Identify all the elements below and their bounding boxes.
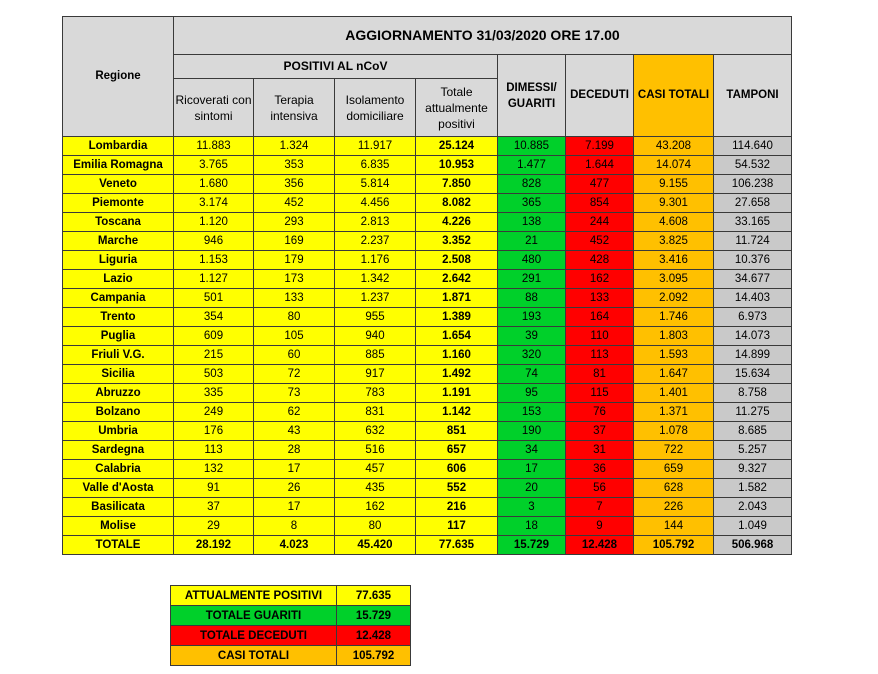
dimessi-cell: 20 (498, 479, 566, 498)
dimessi-cell: 480 (498, 251, 566, 270)
tamponi-cell: 6.973 (714, 308, 792, 327)
totale-positivi-cell: 25.124 (416, 137, 498, 156)
totale-positivi-cell: 7.850 (416, 175, 498, 194)
deceduti-cell: 113 (566, 346, 634, 365)
isolamento-cell: 162 (335, 498, 416, 517)
deceduti-cell: 31 (566, 441, 634, 460)
deceduti-cell: 133 (566, 289, 634, 308)
totale-tamponi: 506.968 (714, 536, 792, 555)
totale-positivi-cell: 1.389 (416, 308, 498, 327)
totale-ricoverati: 28.192 (174, 536, 254, 555)
deceduti-cell: 1.644 (566, 156, 634, 175)
summary-row (171, 626, 411, 646)
casi-totali-cell: 226 (634, 498, 714, 517)
isolamento-cell: 917 (335, 365, 416, 384)
ricoverati-cell: 91 (174, 479, 254, 498)
deceduti-cell: 854 (566, 194, 634, 213)
tamponi-cell: 8.685 (714, 422, 792, 441)
deceduti-cell: 9 (566, 517, 634, 536)
terapia-cell: 1.324 (254, 137, 335, 156)
region-name: Lombardia (63, 137, 174, 156)
tamponi-cell: 14.899 (714, 346, 792, 365)
table-row (63, 213, 792, 232)
summary-value: 105.792 (337, 646, 411, 666)
ricoverati-cell: 11.883 (174, 137, 254, 156)
casi-totali-cell: 9.301 (634, 194, 714, 213)
ricoverati-cell: 3.174 (174, 194, 254, 213)
isolamento-cell: 457 (335, 460, 416, 479)
totale-terapia: 4.023 (254, 536, 335, 555)
isolamento-cell: 516 (335, 441, 416, 460)
table-row (63, 232, 792, 251)
summary-value: 15.729 (337, 606, 411, 626)
deceduti-cell: 7 (566, 498, 634, 517)
casi-totali-cell: 1.593 (634, 346, 714, 365)
isolamento-cell: 955 (335, 308, 416, 327)
ricoverati-cell: 37 (174, 498, 254, 517)
tamponi-cell: 2.043 (714, 498, 792, 517)
region-name: Lazio (63, 270, 174, 289)
region-name: Sicilia (63, 365, 174, 384)
casi-totali-cell: 659 (634, 460, 714, 479)
table-row (63, 422, 792, 441)
isolamento-cell: 5.814 (335, 175, 416, 194)
terapia-cell: 17 (254, 498, 335, 517)
ricoverati-cell: 946 (174, 232, 254, 251)
header-totale-positivi: Totale attualmente positivi (416, 79, 498, 137)
casi-totali-cell: 3.825 (634, 232, 714, 251)
ricoverati-cell: 176 (174, 422, 254, 441)
summary-table (170, 585, 411, 666)
tamponi-cell: 10.376 (714, 251, 792, 270)
region-name: Abruzzo (63, 384, 174, 403)
deceduti-cell: 56 (566, 479, 634, 498)
totale-row (63, 536, 792, 555)
casi-totali-cell: 3.095 (634, 270, 714, 289)
region-name: Molise (63, 517, 174, 536)
header-terapia: Terapia intensiva (254, 79, 335, 137)
totale-positivi-cell: 4.226 (416, 213, 498, 232)
region-name: Calabria (63, 460, 174, 479)
header-tamponi: TAMPONI (714, 55, 792, 137)
casi-totali-cell: 1.078 (634, 422, 714, 441)
ricoverati-cell: 215 (174, 346, 254, 365)
summary-value: 77.635 (337, 586, 411, 606)
casi-totali-cell: 43.208 (634, 137, 714, 156)
ricoverati-cell: 3.765 (174, 156, 254, 175)
totale-positivi-cell: 851 (416, 422, 498, 441)
casi-totali-cell: 3.416 (634, 251, 714, 270)
dimessi-cell: 10.885 (498, 137, 566, 156)
totale-positivi-cell: 552 (416, 479, 498, 498)
dimessi-cell: 365 (498, 194, 566, 213)
totale-positivi-cell: 1.654 (416, 327, 498, 346)
header-ricoverati: Ricoverati con sintomi (174, 79, 254, 137)
ricoverati-cell: 609 (174, 327, 254, 346)
deceduti-cell: 36 (566, 460, 634, 479)
deceduti-cell: 110 (566, 327, 634, 346)
table-row (63, 270, 792, 289)
header-regione: Regione (63, 17, 174, 137)
totale-positivi-cell: 10.953 (416, 156, 498, 175)
terapia-cell: 73 (254, 384, 335, 403)
terapia-cell: 80 (254, 308, 335, 327)
ricoverati-cell: 354 (174, 308, 254, 327)
ricoverati-cell: 1.120 (174, 213, 254, 232)
isolamento-cell: 2.813 (335, 213, 416, 232)
totale-positivi-cell: 657 (416, 441, 498, 460)
totale-positivi-cell: 2.642 (416, 270, 498, 289)
dimessi-cell: 153 (498, 403, 566, 422)
table-row (63, 156, 792, 175)
totale-positivi-cell: 1.871 (416, 289, 498, 308)
terapia-cell: 26 (254, 479, 335, 498)
totale-positivi: 77.635 (416, 536, 498, 555)
header-casi-totali: CASI TOTALI (634, 55, 714, 137)
tamponi-cell: 8.758 (714, 384, 792, 403)
isolamento-cell: 1.176 (335, 251, 416, 270)
tamponi-cell: 54.532 (714, 156, 792, 175)
tamponi-cell: 11.724 (714, 232, 792, 251)
isolamento-cell: 6.835 (335, 156, 416, 175)
terapia-cell: 173 (254, 270, 335, 289)
ricoverati-cell: 1.127 (174, 270, 254, 289)
tamponi-cell: 11.275 (714, 403, 792, 422)
terapia-cell: 353 (254, 156, 335, 175)
region-name: Puglia (63, 327, 174, 346)
deceduti-cell: 76 (566, 403, 634, 422)
summary-label: TOTALE GUARITI (171, 606, 337, 626)
ricoverati-cell: 503 (174, 365, 254, 384)
header-isolamento: Isolamento domiciliare (335, 79, 416, 137)
region-name: Liguria (63, 251, 174, 270)
deceduti-cell: 428 (566, 251, 634, 270)
casi-totali-cell: 1.371 (634, 403, 714, 422)
totale-positivi-cell: 216 (416, 498, 498, 517)
terapia-cell: 60 (254, 346, 335, 365)
deceduti-cell: 452 (566, 232, 634, 251)
region-name: Umbria (63, 422, 174, 441)
region-name: Bolzano (63, 403, 174, 422)
totale-isolamento: 45.420 (335, 536, 416, 555)
dimessi-cell: 21 (498, 232, 566, 251)
summary-row (171, 606, 411, 626)
tamponi-cell: 1.049 (714, 517, 792, 536)
casi-totali-cell: 722 (634, 441, 714, 460)
totale-positivi-cell: 1.160 (416, 346, 498, 365)
dimessi-cell: 828 (498, 175, 566, 194)
region-name: Marche (63, 232, 174, 251)
tamponi-cell: 33.165 (714, 213, 792, 232)
casi-totali-cell: 144 (634, 517, 714, 536)
isolamento-cell: 80 (335, 517, 416, 536)
header-deceduti: DECEDUTI (566, 55, 634, 137)
table-row (63, 365, 792, 384)
terapia-cell: 179 (254, 251, 335, 270)
dimessi-cell: 34 (498, 441, 566, 460)
region-name: Emilia Romagna (63, 156, 174, 175)
ricoverati-cell: 501 (174, 289, 254, 308)
table-row (63, 308, 792, 327)
isolamento-cell: 435 (335, 479, 416, 498)
tamponi-cell: 9.327 (714, 460, 792, 479)
dimessi-cell: 95 (498, 384, 566, 403)
ricoverati-cell: 1.680 (174, 175, 254, 194)
ricoverati-cell: 335 (174, 384, 254, 403)
deceduti-cell: 164 (566, 308, 634, 327)
casi-totali-cell: 1.746 (634, 308, 714, 327)
totale-positivi-cell: 2.508 (416, 251, 498, 270)
header-aggiornamento: AGGIORNAMENTO 31/03/2020 ORE 17.00 (174, 17, 792, 55)
terapia-cell: 105 (254, 327, 335, 346)
region-name: Veneto (63, 175, 174, 194)
summary-label: ATTUALMENTE POSITIVI (171, 586, 337, 606)
isolamento-cell: 1.342 (335, 270, 416, 289)
dimessi-cell: 3 (498, 498, 566, 517)
tamponi-cell: 5.257 (714, 441, 792, 460)
ricoverati-cell: 29 (174, 517, 254, 536)
summary-value: 12.428 (337, 626, 411, 646)
summary-row (171, 646, 411, 666)
tamponi-cell: 106.238 (714, 175, 792, 194)
totale-positivi-cell: 1.142 (416, 403, 498, 422)
dimessi-cell: 17 (498, 460, 566, 479)
region-name: Campania (63, 289, 174, 308)
deceduti-cell: 37 (566, 422, 634, 441)
casi-totali-cell: 4.608 (634, 213, 714, 232)
totale-positivi-cell: 8.082 (416, 194, 498, 213)
deceduti-cell: 244 (566, 213, 634, 232)
deceduti-cell: 81 (566, 365, 634, 384)
totale-label: TOTALE (63, 536, 174, 555)
tamponi-cell: 15.634 (714, 365, 792, 384)
terapia-cell: 17 (254, 460, 335, 479)
region-name: Toscana (63, 213, 174, 232)
table-row (63, 479, 792, 498)
table-row (63, 403, 792, 422)
isolamento-cell: 831 (335, 403, 416, 422)
casi-totali-cell: 9.155 (634, 175, 714, 194)
terapia-cell: 133 (254, 289, 335, 308)
table-row (63, 327, 792, 346)
tamponi-cell: 34.677 (714, 270, 792, 289)
ricoverati-cell: 249 (174, 403, 254, 422)
terapia-cell: 28 (254, 441, 335, 460)
totale-positivi-cell: 1.191 (416, 384, 498, 403)
table-row (63, 137, 792, 156)
table-row (63, 175, 792, 194)
totale-positivi-cell: 3.352 (416, 232, 498, 251)
ricoverati-cell: 113 (174, 441, 254, 460)
header-positivi: POSITIVI AL nCoV (174, 55, 498, 79)
casi-totali-cell: 1.803 (634, 327, 714, 346)
totale-deceduti: 12.428 (566, 536, 634, 555)
totale-dimessi: 15.729 (498, 536, 566, 555)
region-name: Sardegna (63, 441, 174, 460)
dimessi-cell: 39 (498, 327, 566, 346)
region-name: Friuli V.G. (63, 346, 174, 365)
covid-regions-table (62, 16, 792, 555)
dimessi-cell: 1.477 (498, 156, 566, 175)
isolamento-cell: 632 (335, 422, 416, 441)
totale-positivi-cell: 117 (416, 517, 498, 536)
terapia-cell: 293 (254, 213, 335, 232)
ricoverati-cell: 1.153 (174, 251, 254, 270)
totale-casi: 105.792 (634, 536, 714, 555)
terapia-cell: 8 (254, 517, 335, 536)
isolamento-cell: 885 (335, 346, 416, 365)
table-row (63, 289, 792, 308)
table-row (63, 384, 792, 403)
casi-totali-cell: 628 (634, 479, 714, 498)
totale-positivi-cell: 1.492 (416, 365, 498, 384)
isolamento-cell: 1.237 (335, 289, 416, 308)
terapia-cell: 62 (254, 403, 335, 422)
ricoverati-cell: 132 (174, 460, 254, 479)
tamponi-cell: 114.640 (714, 137, 792, 156)
dimessi-cell: 18 (498, 517, 566, 536)
totale-positivi-cell: 606 (416, 460, 498, 479)
summary-label: TOTALE DECEDUTI (171, 626, 337, 646)
table-row (63, 517, 792, 536)
tamponi-cell: 14.403 (714, 289, 792, 308)
deceduti-cell: 162 (566, 270, 634, 289)
dimessi-cell: 320 (498, 346, 566, 365)
casi-totali-cell: 1.647 (634, 365, 714, 384)
deceduti-cell: 477 (566, 175, 634, 194)
dimessi-cell: 190 (498, 422, 566, 441)
deceduti-cell: 115 (566, 384, 634, 403)
casi-totali-cell: 1.401 (634, 384, 714, 403)
deceduti-cell: 7.199 (566, 137, 634, 156)
region-name: Piemonte (63, 194, 174, 213)
terapia-cell: 169 (254, 232, 335, 251)
tamponi-cell: 27.658 (714, 194, 792, 213)
terapia-cell: 72 (254, 365, 335, 384)
dimessi-cell: 193 (498, 308, 566, 327)
header-dimessi: DIMESSI/ GUARITI (498, 55, 566, 137)
terapia-cell: 43 (254, 422, 335, 441)
table-row (63, 251, 792, 270)
table-row (63, 460, 792, 479)
region-name: Basilicata (63, 498, 174, 517)
summary-label: CASI TOTALI (171, 646, 337, 666)
casi-totali-cell: 2.092 (634, 289, 714, 308)
dimessi-cell: 88 (498, 289, 566, 308)
casi-totali-cell: 14.074 (634, 156, 714, 175)
dimessi-cell: 138 (498, 213, 566, 232)
table-row (63, 194, 792, 213)
region-name: Trento (63, 308, 174, 327)
dimessi-cell: 74 (498, 365, 566, 384)
region-name: Valle d'Aosta (63, 479, 174, 498)
tamponi-cell: 1.582 (714, 479, 792, 498)
isolamento-cell: 4.456 (335, 194, 416, 213)
dimessi-cell: 291 (498, 270, 566, 289)
summary-row (171, 586, 411, 606)
table-row (63, 498, 792, 517)
isolamento-cell: 2.237 (335, 232, 416, 251)
isolamento-cell: 11.917 (335, 137, 416, 156)
isolamento-cell: 940 (335, 327, 416, 346)
table-row (63, 441, 792, 460)
tamponi-cell: 14.073 (714, 327, 792, 346)
isolamento-cell: 783 (335, 384, 416, 403)
table-row (63, 346, 792, 365)
terapia-cell: 452 (254, 194, 335, 213)
terapia-cell: 356 (254, 175, 335, 194)
